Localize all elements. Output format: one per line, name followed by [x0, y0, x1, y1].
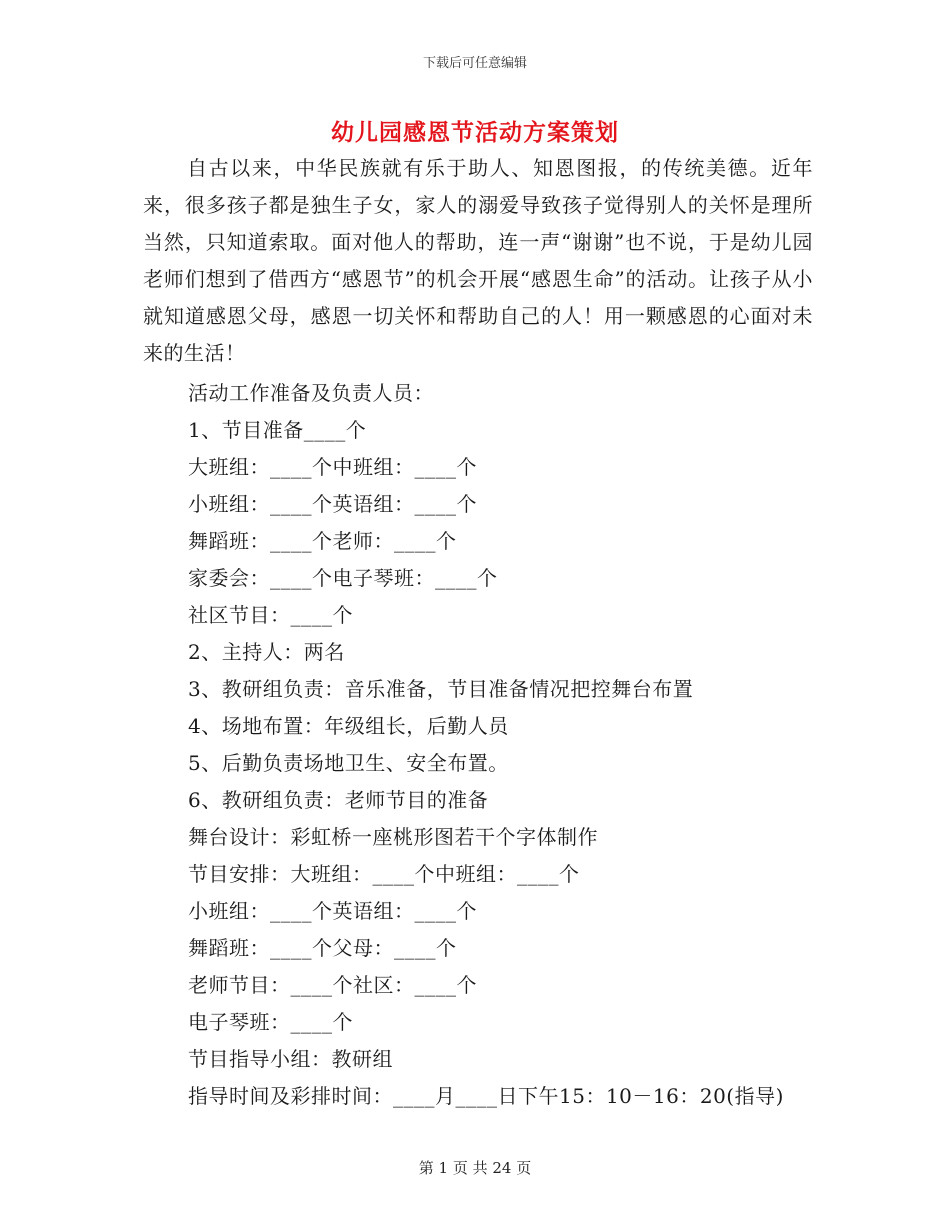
plan-line: 指导时间及彩排时间：____月____日下午15：10－16：20(指导) [188, 1084, 784, 1108]
plan-line: 活动工作准备及负责人员： [188, 381, 434, 405]
plan-line: 3、教研组负责：音乐准备，节目准备情况把控舞台布置 [188, 677, 694, 701]
plan-line: 舞台设计：彩虹桥一座桃形图若干个字体制作 [188, 825, 598, 849]
plan-line: 电子琴班：____个 [188, 1010, 353, 1034]
plan-line: 舞蹈班：____个老师：____个 [188, 529, 457, 553]
plan-line: 家委会：____个电子琴班：____个 [188, 566, 498, 590]
plan-line: 节目指导小组：教研组 [188, 1047, 393, 1071]
plan-lines [188, 375, 828, 1115]
document-title: 幼儿园感恩节活动方案策划 [331, 119, 619, 146]
plan-line: 小班组：____个英语组：____个 [188, 492, 477, 516]
page-header: 下载后可任意编辑 [422, 56, 527, 71]
plan-line: 大班组：____个中班组：____个 [188, 455, 477, 479]
plan-line: 4、场地布置：年级组长，后勤人员 [188, 714, 509, 738]
plan-line: 社区节目：____个 [188, 603, 353, 627]
plan-line: 5、后勤负责场地卫生、安全布置。 [188, 751, 509, 775]
plan-line: 节目安排：大班组：____个中班组：____个 [188, 862, 580, 886]
page-footer: 第 1 页 共 24 页 [418, 1159, 532, 1177]
plan-line: 1、节目准备____个 [188, 418, 367, 442]
plan-line: 老师节目：____个社区：____个 [188, 973, 477, 997]
plan-line: 舞蹈班：____个父母：____个 [188, 936, 457, 960]
plan-line: 2、主持人：两名 [188, 640, 345, 664]
plan-line: 小班组：____个英语组：____个 [188, 899, 477, 923]
plan-line: 6、教研组负责：老师节目的准备 [188, 788, 489, 812]
intro-paragraph: 自古以来，中华民族就有乐于助人、知恩图报，的传统美德。近年来，很多孩子都是独生子女，家人的溺爱导致孩子觉得别人的关怀是理所当然，只知道索取。面对他人的帮助，连一声“谢谢”也不说，于是幼儿园老师们想到了借西方“感恩节”的机会开展“感恩生命”的活动。让孩子从小就知道感恩父母，感恩一切关怀和帮助自己的人！用一颗感恩的心面对未来的生活！ [143, 156, 813, 365]
